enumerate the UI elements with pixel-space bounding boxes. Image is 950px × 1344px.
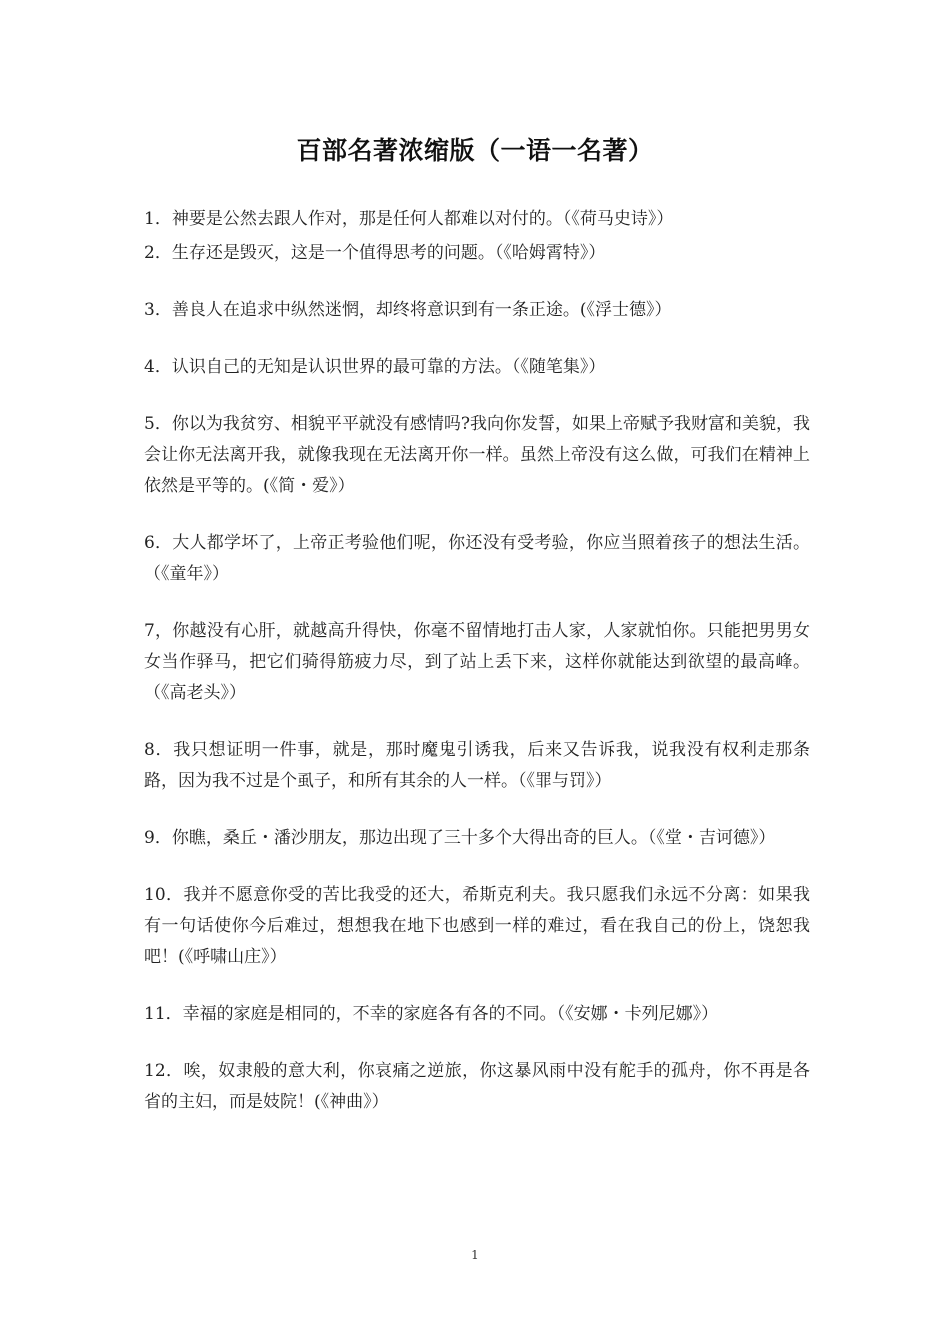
quote-item-1: 1．神要是公然去跟人作对，那是任何人都难以对付的。（《荷马史诗》）: [144, 209, 674, 229]
quote-item-2: 2．生存还是毁灭，这是一个值得思考的问题。（《哈姆霄特》）: [144, 243, 606, 263]
page-title: 百部名著浓缩版（一语一名著）: [296, 136, 654, 165]
quote-list: [144, 204, 810, 1118]
page-number: 1: [471, 1248, 479, 1262]
quote-item-10: 10．我并不愿意你受的苦比我受的还大，希斯克利夫。我只愿我们永远不分离：如果我有一句话使你今后难过，想想我在地下也感到一样的难过，看在我自己的份上，饶恕我吧！(《呼啸山庄》）: [144, 885, 810, 967]
quote-item-8: 8．我只想证明一件事，就是，那时魔鬼引诱我，后来又告诉我，说我没有权利走那条路，因为我不过是个虱子，和所有其余的人一样。（《罪与罚》）: [144, 740, 810, 791]
quote-item-11: 11．幸福的家庭是相同的，不幸的家庭各有各的不同。（《安娜・卡列尼娜》）: [144, 1004, 719, 1024]
quote-item-12: 12．唉，奴隶般的意大利，你哀痛之逆旅，你这暴风雨中没有舵手的孤舟，你不再是各省的主妇，而是妓院！(《神曲》）: [144, 1061, 810, 1112]
quote-item-6: 6．大人都学坏了，上帝正考验他们呢，你还没有受考验，你应当照着孩子的想法生活。（《童年》）: [144, 533, 810, 584]
quote-item-4: 4．认识自己的无知是认识世界的最可靠的方法。（《随笔集》）: [144, 357, 606, 377]
quote-item-3: 3．善良人在追求中纵然迷惘，却终将意识到有一条正途。(《浮士德》）: [144, 300, 672, 320]
quote-item-5: 5．你以为我贫穷、相貌平平就没有感情吗?我向你发誓，如果上帝赋予我财富和美貌，我会让你无法离开我，就像我现在无法离开你一样。虽然上帝没有这么做，可我们在精神上依然是平等的。(《简・爱》）: [144, 414, 810, 496]
quote-item-7: 7，你越没有心肝，就越高升得快，你毫不留情地打击人家，人家就怕你。只能把男男女女当作驿马，把它们骑得筋疲力尽，到了站上丢下来，这样你就能达到欲望的最高峰。（《高老头》）: [144, 621, 810, 703]
quote-item-9: 9．你瞧，桑丘・潘沙朋友，那边出现了三十多个大得出奇的巨人。（《堂・吉诃德》）: [144, 828, 776, 848]
